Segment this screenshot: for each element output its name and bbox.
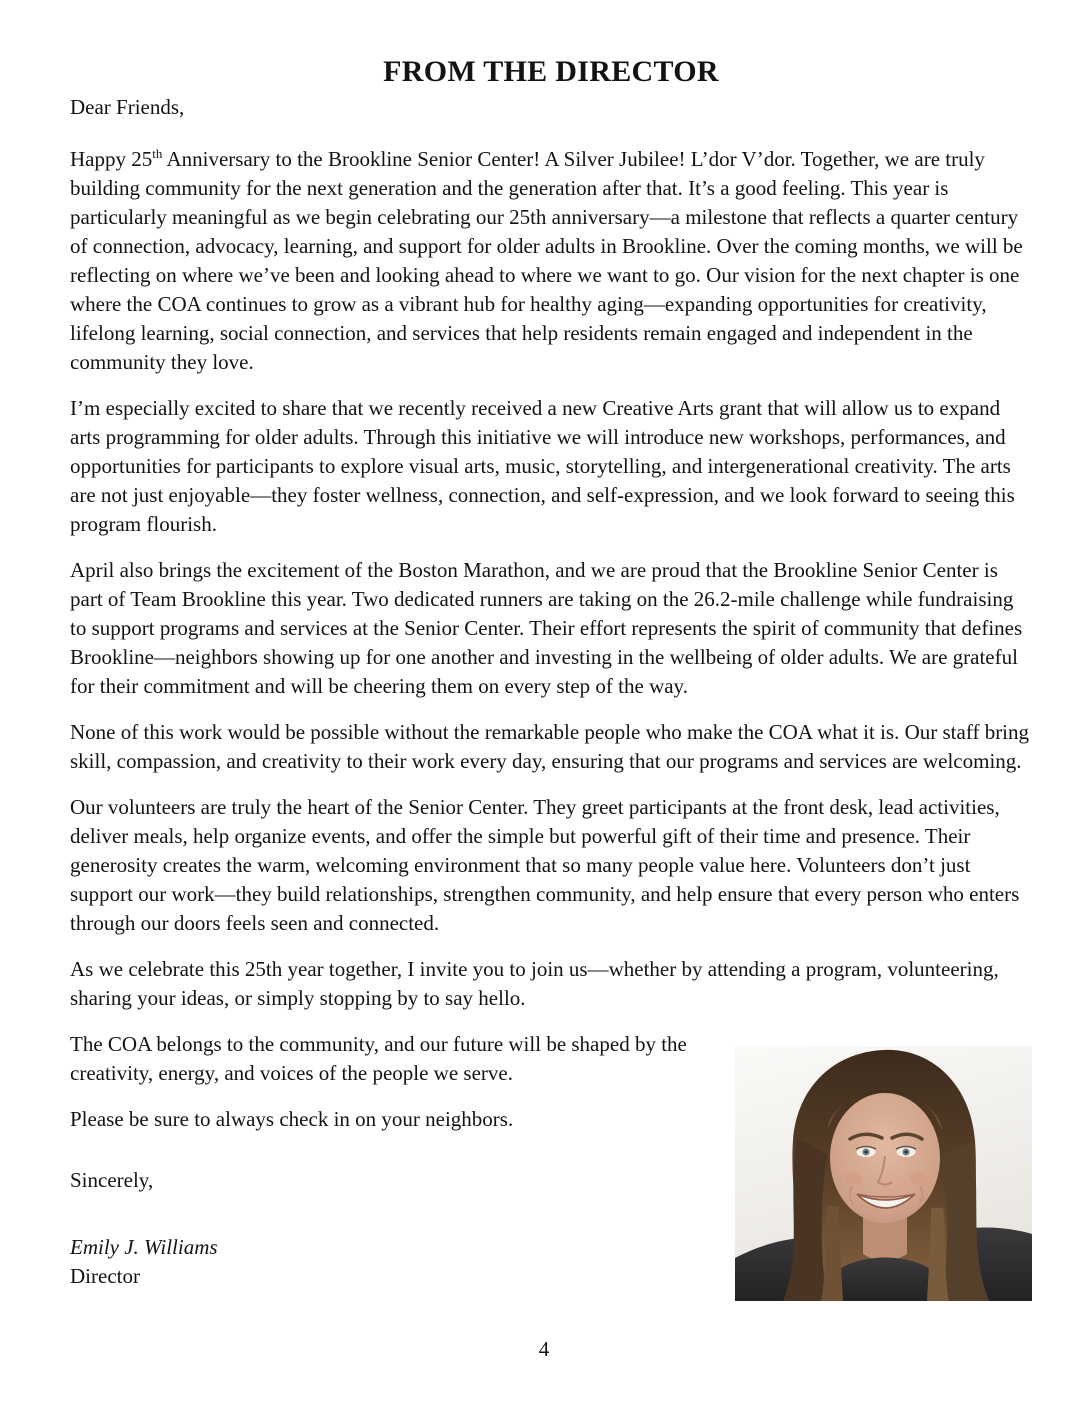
- director-headshot-illustration: [735, 1046, 1032, 1301]
- paragraph-3: April also brings the excitement of the Boston Marathon, and we are proud that the Brookline Senior Center is part of Team Brookline this year. Two dedicated runners are taking on the 26.2-mile challenge while fundraising to support programs and services at the Senior Center. Their effort represents the spirit of community that defines Brookline—neighbors showing up for one another and investing in the wellbeing of older adults. We are grateful for their commitment and will be cheering them on every step of the way.: [70, 558, 1023, 698]
- paragraph-1: [70, 145, 1032, 377]
- paragraph-8: Please be sure to always check in on your neighbors.: [70, 1107, 514, 1131]
- signature-closing: Sincerely,: [70, 1168, 154, 1192]
- page-number: 4: [538, 1337, 550, 1361]
- paragraph-6: As we celebrate this 25th year together, I invite you to join us—whether by attending a program, volunteering, sharing your ideas, or simply stopping by to say hello.: [70, 957, 999, 1010]
- paragraph-4: None of this work would be possible without the remarkable people who make the COA what it is. Our staff bring skill, compassion, and creativity to their work every day, ensuring that our programs and services are welcoming.: [70, 720, 1030, 773]
- page-title: FROM THE DIRECTOR: [383, 55, 719, 88]
- signature-name: Emily J. Williams: [70, 1235, 218, 1259]
- paragraph-1-text: Happy 25: [70, 147, 153, 171]
- ordinal-superscript: th: [152, 146, 163, 161]
- paragraph-5: Our volunteers are truly the heart of the Senior Center. They greet participants at the front desk, lead activities, deliver meals, help organize events, and offer the simple but powerful gift of their time and presence. Their generosity creates the warm, welcoming environment that so many people value here. Volunteers don’t just support our work—they build relationships, strengthen community, and help ensure that every person who enters through our doors feels seen and connected.: [70, 795, 1020, 935]
- paragraph-7: The COA belongs to the community, and our future will be shaped by the creativity, energy, and voices of the people we serve.: [70, 1032, 687, 1085]
- paragraph-2: I’m especially excited to share that we recently received a new Creative Arts grant that will allow us to expand arts programming for older adults. Through this initiative we will introduce new workshops, performances, and opportunities for participants to explore visual arts, music, storytelling, and intergenerational creativity. The arts are not just enjoyable—they foster wellness, connection, and self-expression, and we look forward to seeing this program flourish.: [70, 396, 1015, 536]
- salutation: Dear Friends,: [70, 95, 185, 119]
- signature-role: Director: [70, 1264, 140, 1288]
- paragraph-1-text-rest: Anniversary to the Brookline Senior Center! A Silver Jubilee! L’dor V’dor. Together, we are truly building community for the next generation and the generation after that. It’s a good feeling. This year is particularly meaningful as we begin celebrating our 25th anniversary—a milestone that reflects a quarter century of connection, advocacy, learning, and support for older adults in Brookline. Over the coming months, we will be reflecting on where we’ve been and looking ahead to where we want to go. Our vision for the next chapter is one where the COA continues to grow as a vibrant hub for healthy aging—expanding opportunities for creativity, lifelong learning, social connection, and services that help residents remain engaged and independent in the community they love.: [70, 147, 1023, 374]
- director-headshot-photo: [735, 1046, 1032, 1301]
